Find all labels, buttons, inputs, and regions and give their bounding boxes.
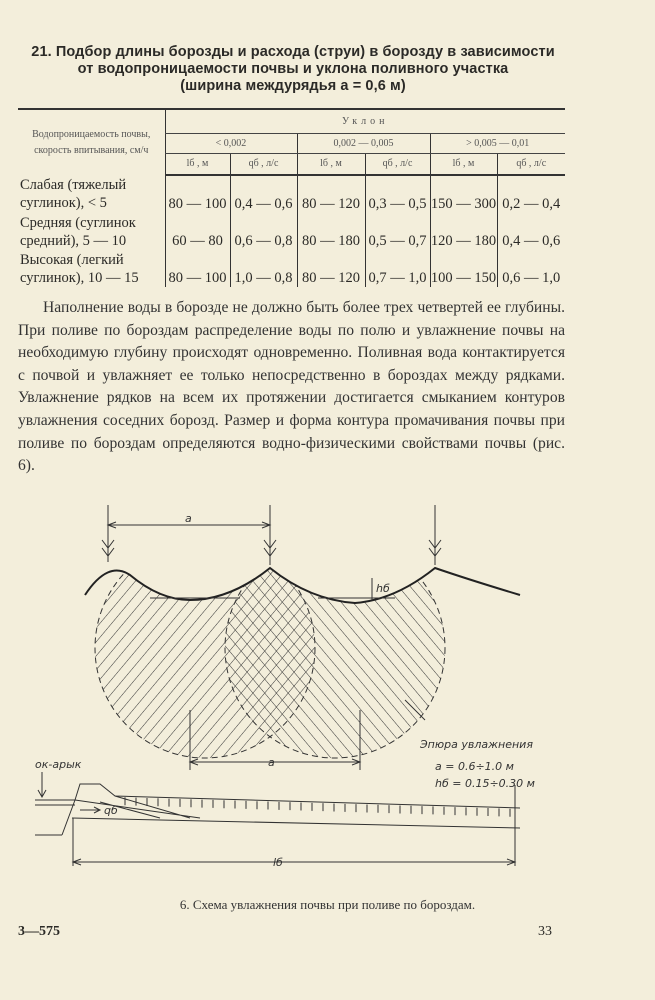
table-number: 21.	[31, 44, 52, 60]
table-cell: 1,0 — 0,8	[230, 250, 297, 287]
unit-header: lб , м	[165, 153, 230, 175]
table-cell: 0,6 — 0,8	[230, 213, 297, 250]
table-cell: 0,7 — 1,0	[365, 250, 430, 287]
row-header: Водопроницаемость почвы, скорость впитывания, см/ч	[18, 109, 165, 175]
unit-header: qб , л/с	[497, 153, 565, 175]
table-cell: 80 — 100	[165, 250, 230, 287]
label-epure: Эпюра увлажнения	[420, 738, 533, 751]
row-label-line: Высокая (легкий	[20, 251, 124, 268]
infiltration-ticks	[125, 797, 510, 816]
table-cell: 0,5 — 0,7	[365, 213, 430, 250]
row-label-line: суглинок), 10 — 15	[20, 269, 139, 286]
title-line-3: (ширина междурядья a = 0,6 м)	[180, 78, 406, 94]
table-cell: 120 — 180	[430, 213, 497, 250]
range-header: 0,002 — 0,005	[297, 133, 430, 153]
unit-header: lб , м	[430, 153, 497, 175]
table-cell: 80 — 180	[297, 213, 365, 250]
range-header: > 0,005 — 0,01	[430, 133, 565, 153]
row-label-line: средний), 5 — 10	[20, 232, 127, 249]
row-label	[18, 250, 165, 287]
table-row	[18, 250, 565, 287]
table-cell: 60 — 80	[165, 213, 230, 250]
row-label-line: Средняя (суглинок	[20, 214, 136, 231]
slope-header: Уклон	[165, 109, 565, 133]
title-line-1: Подбор длины борозды и расхода (струи) в борозду в зависимости	[55, 44, 555, 60]
page-number: 33	[538, 924, 552, 939]
row-label-line: Слабая (тяжелый	[20, 177, 127, 193]
range-header: < 0,002	[165, 133, 297, 153]
body-paragraph: Наполнение воды в борозде не должно быть более трех четвертей ее глубины. При поливе по бороздам распределение воды по полю и увлажнение почвы на необходимую глубину происходят одновременно. Поливная вода контактируется с почвой и увлажняет ее только непосредственно в бороздах между рядками. Увлажнение рядков на всем их протяжении достигается смыканием контуров увлажнения соседних борозд. Размер и форма контура промачивания почвы при поливе по бороздам определяются водно-физическими свойствами почвы (рис. 6).	[18, 299, 565, 475]
label-h: hб	[376, 582, 390, 595]
table-cell: 100 — 150	[430, 250, 497, 287]
table-row	[18, 213, 565, 250]
row-label	[18, 213, 165, 250]
furrow-table	[18, 108, 565, 287]
printer-signature: 3—575	[18, 924, 60, 939]
unit-header: qб , л/с	[365, 153, 430, 175]
unit-header: lб , м	[297, 153, 365, 175]
table-cell: 80 — 120	[297, 250, 365, 287]
table-cell: 150 — 300	[430, 175, 497, 213]
label-a-bottom: a	[268, 756, 275, 769]
moisture-contours	[95, 538, 445, 758]
label-canal: ок-арык	[35, 758, 82, 771]
label-h-value: hб = 0.15÷0.30 м	[435, 777, 535, 790]
unit-header: qб , л/с	[230, 153, 297, 175]
furrow-moisture-diagram	[0, 500, 655, 890]
table-row	[18, 175, 565, 213]
table-title	[18, 44, 568, 95]
table-cell: 0,2 — 0,4	[497, 175, 565, 213]
table-cell: 0,4 — 0,6	[230, 175, 297, 213]
title-line-2: от водопроницаемости почвы и уклона поливного участка	[77, 61, 509, 77]
table-cell: 0,6 — 1,0	[497, 250, 565, 287]
label-a-top: a	[185, 512, 192, 525]
table-cell: 0,3 — 0,5	[365, 175, 430, 213]
table-cell: 0,4 — 0,6	[497, 213, 565, 250]
label-a-value: a = 0.6÷1.0 м	[435, 760, 514, 773]
row-label-line: суглинок), < 5	[20, 195, 107, 211]
label-q: qб	[104, 804, 118, 817]
label-l: lб	[273, 856, 283, 869]
table-cell: 80 — 120	[297, 175, 365, 213]
figure-caption: 6. Схема увлажнения почвы при поливе по бороздам.	[179, 897, 476, 912]
row-label	[18, 175, 165, 213]
table-cell: 80 — 100	[165, 175, 230, 213]
